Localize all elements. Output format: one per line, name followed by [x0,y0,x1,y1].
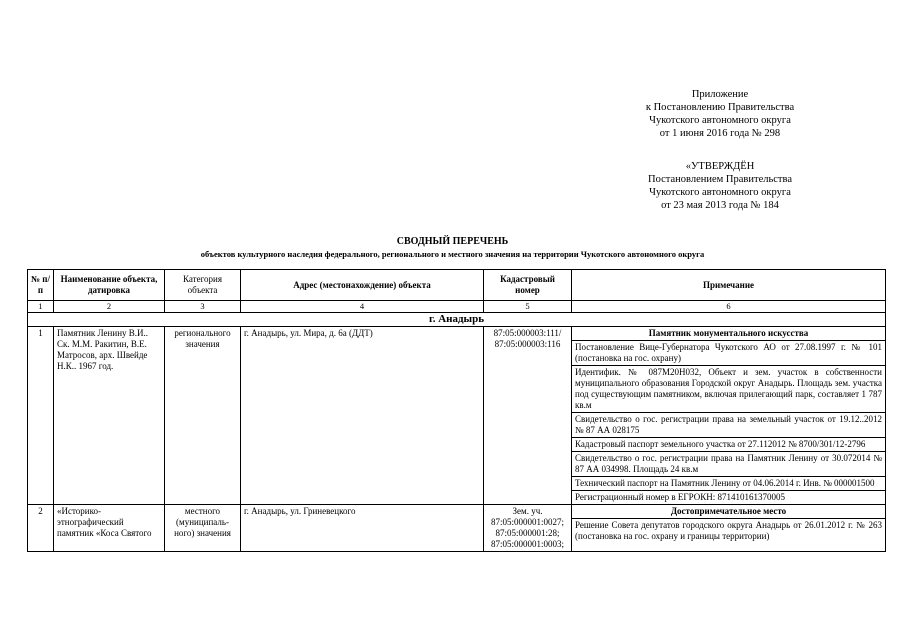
header-cadastral: Кадастровый номер [484,270,572,301]
approved-block [600,160,840,212]
row-name: Памятник Ленину В.И.. Ск. М.М. Ракитин, В.Е. Матросов, арх. Швейде Н.К.. 1967 год. [54,327,165,505]
row-category: местного (муниципаль-ного) значения [165,505,241,552]
header-num: № п/п [28,270,54,301]
note-item: Технический паспорт на Памятник Ленину от 04.06.2014 г. Инв. № 000001500 [572,477,885,491]
column-number: 2 [54,301,165,313]
appendix-line: Приложение [691,89,749,100]
appendix-block [600,88,840,140]
column-number-row [28,301,886,313]
row-name: «Историко-этнографический памятник «Коса Святого [54,505,165,552]
approved-line: Чукотского автономного округа [649,187,791,198]
column-number: 6 [572,301,886,313]
city-heading: г. Анадырь [28,313,886,327]
table-row [28,327,886,505]
heritage-table [27,269,886,552]
row-address: г. Анадырь, ул. Мира, д. 6а (ДДТ) [241,327,484,505]
approved-line: от 23 мая 2013 года № 184 [661,200,779,211]
appendix-line: Чукотского автономного округа [649,115,791,126]
appendix-line: к Постановлению Правительства [645,102,795,113]
row-notes [572,327,886,505]
approved-line: «УТВЕРЖДЁН [685,161,755,172]
note-type: Достопримечательное место [572,505,885,519]
header-category: Категория объекта [165,270,241,301]
row-notes [572,505,886,552]
row-num: 2 [28,505,54,552]
header-address: Адрес (местонахождение) объекта [241,270,484,301]
row-num: 1 [28,327,54,505]
document-title: СВОДНЫЙ ПЕРЕЧЕНЬ [396,236,509,247]
row-address: г. Анадырь, ул. Гриневецкого [241,505,484,552]
note-item: Идентифик. № 087М20Н032, Объект и зем. участок в собственности муниципального образования Городской округ Анадырь. Площадь зем. участка под существующим памятником, включая прилегающий парк, составляет 1 787 кв.м [572,366,885,413]
appendix-line: от 1 июня 2016 года № 298 [659,128,781,139]
header-row [28,270,886,301]
note-item: Кадастровый паспорт земельного участка от 27.112012 № 8700/301/12-2796 [572,438,885,452]
column-number: 4 [241,301,484,313]
note-type: Памятник монументального искусства [572,327,885,341]
note-item: Постановление Вице-Губернатора Чукотского АО от 27.08.1997 г. № 101 (постановка на гос. охрану) [572,341,885,366]
header-note: Примечание [572,270,886,301]
note-item: Решение Совета депутатов городского округа Анадырь от 26.01.2012 г. № 263 (постановка на гос. охрану и границы территории) [575,520,882,541]
row-cadastral: Зем. уч. 87:05:000001:0027; 87:05:000001:28; 87:05:000001:0003; [484,505,572,552]
row-category: регионального значения [165,327,241,505]
city-row [28,313,886,327]
column-number: 5 [484,301,572,313]
document-subtitle: объектов культурного наследия федерального, регионального и местного значения на территории Чукотского автономного округа [200,249,705,259]
header-name: Наименование объекта, датировка [54,270,165,301]
table-row [28,505,886,552]
column-number: 1 [28,301,54,313]
column-number: 3 [165,301,241,313]
note-item: Свидетельство о гос. регистрации права на земельный участок от 19.12..2012 № 87 АА 028175 [572,413,885,438]
note-item: Свидетельство о гос. регистрации права на Памятник Ленину от 30.072014 № 87 АА 034998. Площадь 24 кв.м [572,452,885,477]
approved-line: Постановлением Правительства [648,174,792,185]
note-item: Регистрационный номер в ЕГРОКН: 871410161370005 [575,492,785,502]
row-cadastral: 87:05:000003:111/ 87:05:000003:116 [484,327,572,505]
